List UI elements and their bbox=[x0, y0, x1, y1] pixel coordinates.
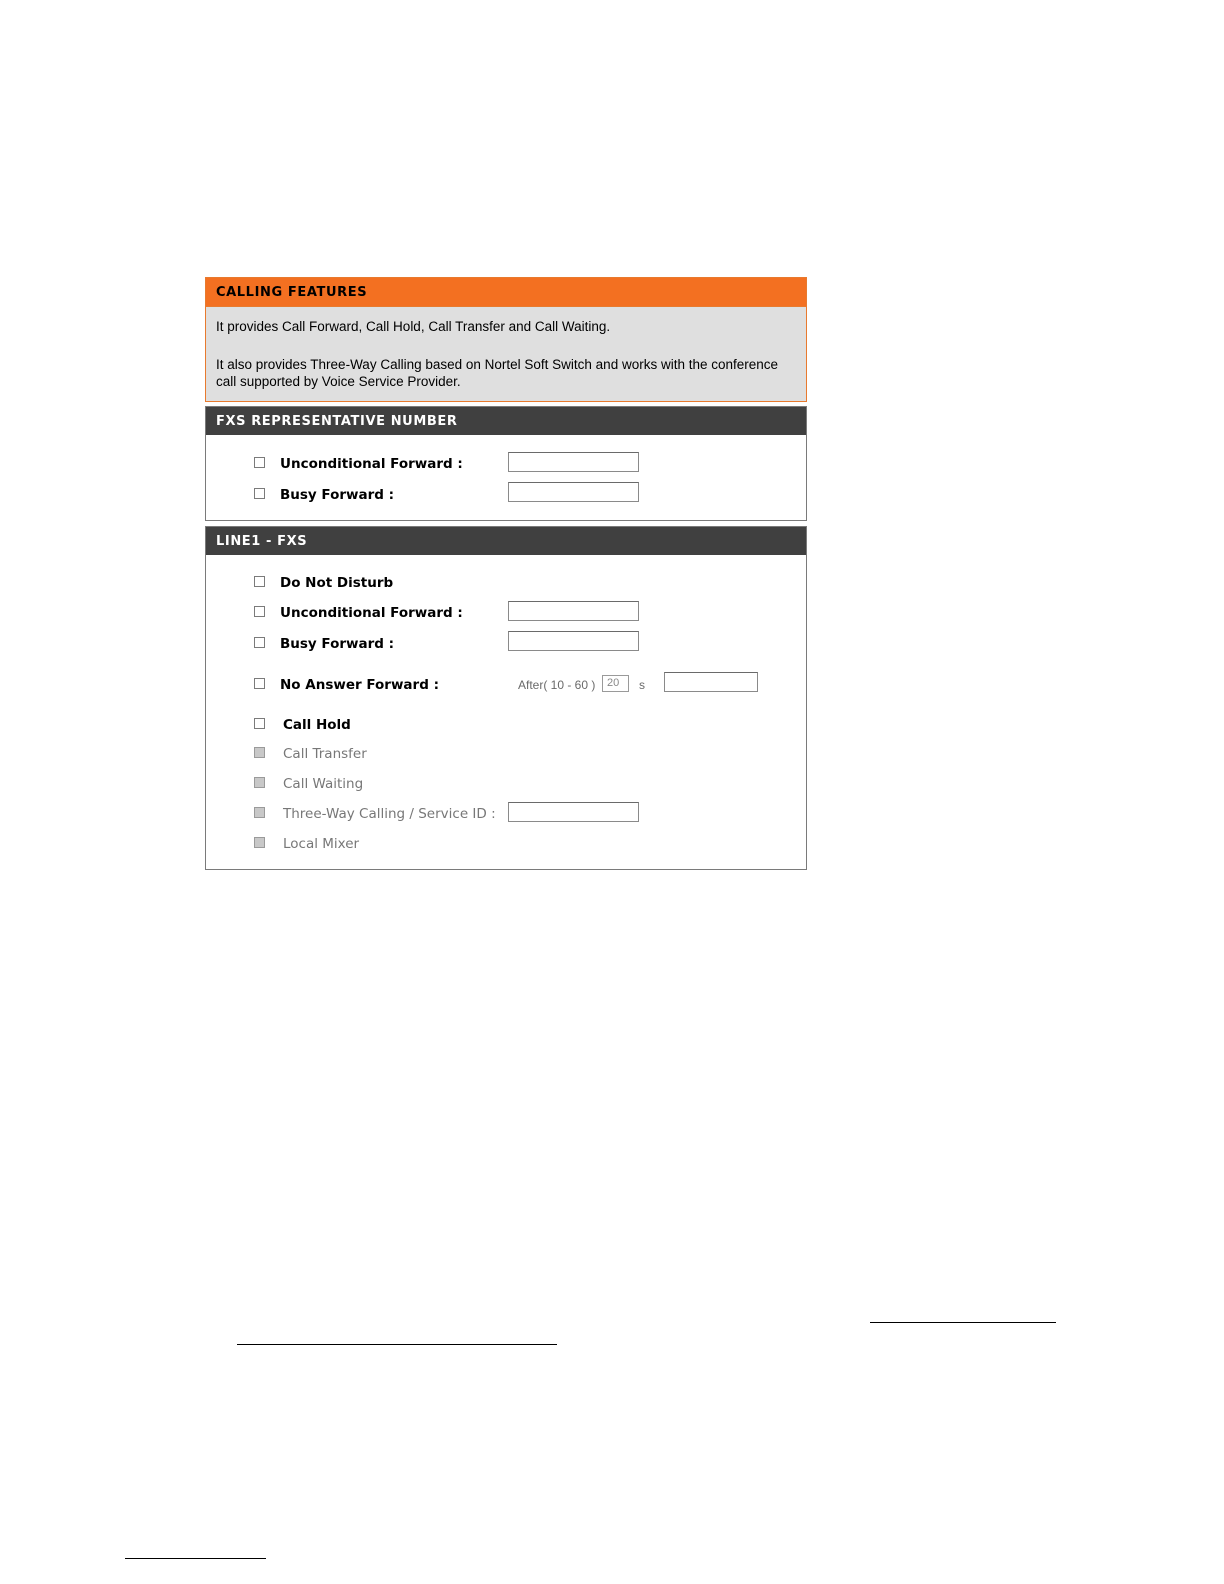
busy-forward-checkbox[interactable] bbox=[254, 637, 265, 648]
fxs-representative-header: FXS REPRESENTATIVE NUMBER bbox=[206, 407, 806, 435]
call-transfer-label: Call Transfer bbox=[283, 746, 367, 762]
rep-unconditional-forward-input[interactable] bbox=[508, 452, 639, 472]
rep-busy-forward-label: Busy Forward : bbox=[280, 487, 395, 503]
busy-forward-label: Busy Forward : bbox=[280, 636, 395, 652]
no-answer-forward-input[interactable] bbox=[664, 672, 758, 692]
line1-fxs-header: LINE1 - FXS bbox=[206, 527, 806, 555]
calling-features-header: CALLING FEATURES bbox=[206, 278, 806, 307]
no-answer-after-range: After( 10 - 60 ) bbox=[518, 678, 596, 692]
three-way-calling-label: Three-Way Calling / Service ID : bbox=[283, 806, 496, 822]
line1-fxs-panel bbox=[205, 526, 807, 870]
rep-unconditional-forward-checkbox[interactable] bbox=[254, 457, 265, 468]
unconditional-forward-input[interactable] bbox=[508, 601, 639, 621]
rep-busy-forward-input[interactable] bbox=[508, 482, 639, 502]
call-hold-label: Call Hold bbox=[283, 717, 351, 733]
busy-forward-input[interactable] bbox=[508, 631, 639, 651]
description-text-1: It provides Call Forward, Call Hold, Call Transfer and Call Waiting. bbox=[216, 319, 611, 334]
three-way-calling-checkbox[interactable] bbox=[254, 807, 265, 818]
calling-features-description bbox=[206, 318, 806, 390]
no-answer-forward-checkbox[interactable] bbox=[254, 678, 265, 689]
calling-features-panel bbox=[205, 277, 807, 402]
underline-divider bbox=[870, 1322, 1056, 1323]
call-waiting-checkbox[interactable] bbox=[254, 777, 265, 788]
rep-busy-forward-checkbox[interactable] bbox=[254, 488, 265, 499]
underline-divider bbox=[125, 1558, 266, 1559]
no-answer-seconds-input[interactable]: 20 bbox=[602, 675, 629, 692]
local-mixer-label: Local Mixer bbox=[283, 836, 360, 852]
unconditional-forward-label: Unconditional Forward : bbox=[280, 605, 463, 621]
do-not-disturb-checkbox[interactable] bbox=[254, 576, 265, 587]
rep-unconditional-forward-label: Unconditional Forward : bbox=[280, 456, 463, 472]
call-transfer-checkbox[interactable] bbox=[254, 747, 265, 758]
local-mixer-checkbox[interactable] bbox=[254, 837, 265, 848]
three-way-service-id-input[interactable] bbox=[508, 802, 639, 822]
call-waiting-label: Call Waiting bbox=[283, 776, 364, 792]
call-hold-checkbox[interactable] bbox=[254, 718, 265, 729]
description-text-2: It also provides Three-Way Calling based on Nortel Soft Switch and works with the conference call supported by Voice Service Provider. bbox=[216, 357, 779, 389]
no-answer-forward-label: No Answer Forward : bbox=[280, 677, 439, 693]
unconditional-forward-checkbox[interactable] bbox=[254, 606, 265, 617]
underline-divider bbox=[237, 1344, 557, 1345]
fxs-representative-panel bbox=[205, 406, 807, 521]
no-answer-seconds-unit: s bbox=[639, 678, 645, 692]
do-not-disturb-label: Do Not Disturb bbox=[280, 575, 394, 591]
